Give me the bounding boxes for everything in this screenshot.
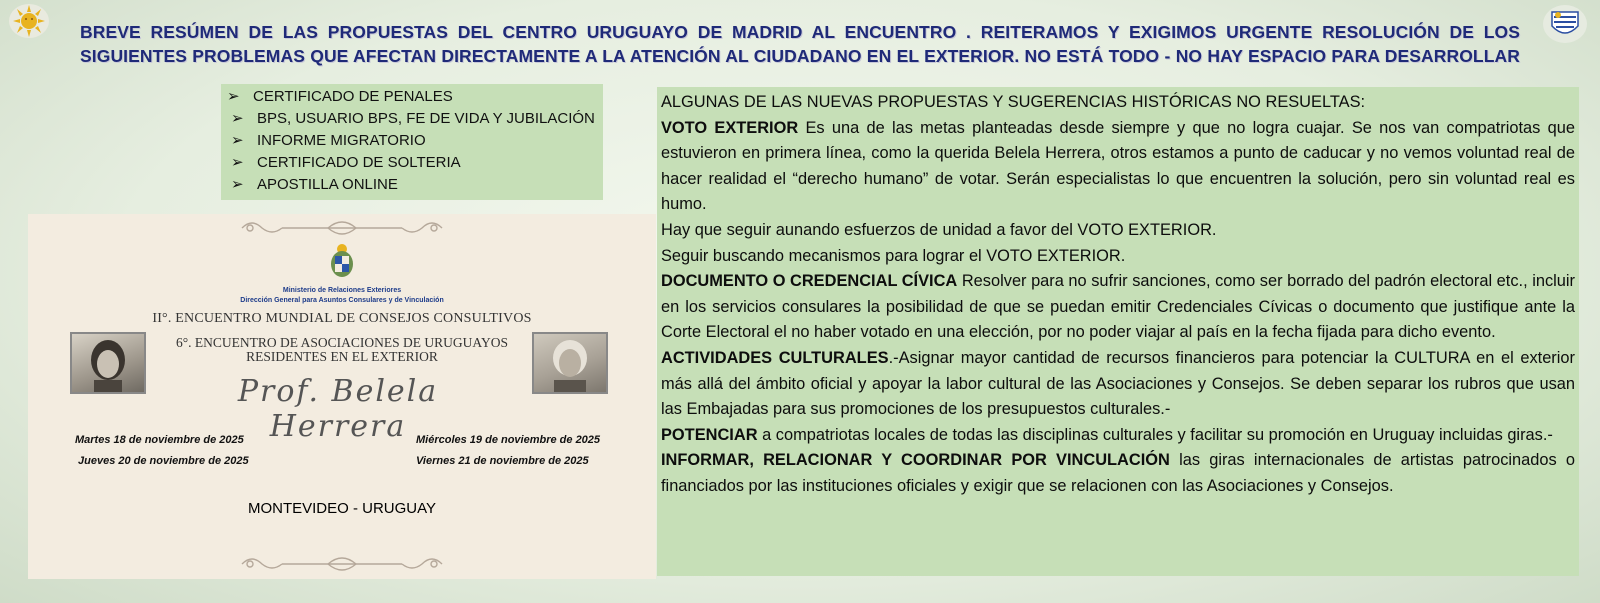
location-label: MONTEVIDEO - URUGUAY [247, 500, 437, 517]
encuentro-consejos-title: II°. ENCUENTRO MUNDIAL DE CONSEJOS CONSULTIVOS [152, 311, 532, 326]
uruguay-coat-of-arms-icon [327, 242, 357, 282]
arrow-bullet-icon: ➢ [231, 154, 244, 171]
proposal-mecanismos: Seguir buscando mecanismos para lograr el VOTO EXTERIOR. [661, 246, 1126, 265]
arrow-bullet-icon: ➢ [231, 176, 244, 193]
list-item: ➢ BPS, USUARIO BPS, FE DE VIDA Y JUBILACIÓN [227, 108, 603, 130]
page-title [80, 20, 1520, 68]
sun-of-may-icon [8, 2, 50, 40]
list-item: ➢ INFORME MIGRATORIO [227, 130, 603, 152]
proposal-documento: DOCUMENTO O CREDENCIAL CÍVICA Resolver para no sufrir sanciones, como ser borrado del padrón electoral etc., incluir en los servicios consulares la posibilidad de que se puedan emitir Credenciales Cívicas o documento que justifique ante la Corte Electoral el no haber votado en una elección, por no poder viajar al país en la fecha fijada para dicho evento. [661, 272, 1576, 342]
signature-prof-belela-herrera: Prof. Belela Herrera [237, 374, 439, 444]
proposals-intro: ALGUNAS DE LAS NUEVAS PROPUESTAS Y SUGERENCIAS HISTÓRICAS NO RESUELTAS: [661, 93, 1366, 111]
arrow-bullet-icon: ➢ [231, 110, 244, 127]
proposals-panel [657, 87, 1579, 576]
ornament-divider-icon [28, 216, 656, 240]
portrait-young-photo [70, 332, 146, 394]
arrow-bullet-icon: ➢ [231, 132, 244, 149]
list-item: ➢ CERTIFICADO DE SOLTERIA [227, 152, 603, 174]
dates-left: Martes 18 de noviembre de 2025 Jueves 20 de noviembre de 2025 [75, 434, 249, 467]
consejo-consultivo-shield-icon [1542, 4, 1588, 44]
proposal-actividades: ACTIVIDADES CULTURALES.-Asignar mayor cantidad de recursos financieros para potenciar la CULTURA en el exterior más allá del ámbito oficial y apoyar la labor cultural de las Asociaciones y Consejos. Se deben separar los rubros que usan las Embajadas para sus promociones de los presupuestos culturales.- [661, 348, 1575, 419]
proposal-voto-exterior: VOTO EXTERIOR Es una de las metas planteadas desde siempre y que no logra cuajar. Se nos van compatriotas que estuvieron en primera línea, como la querida Belela Herrera, otros estamos a punto de caducar y no vemos voluntad real de hacer realidad el “derecho humano” de votar. Serán especialistas lo que encuentren la solución, pero sin voluntad real es humo. [661, 118, 1575, 214]
ornament-divider-icon [28, 552, 656, 576]
proposal-potenciar: POTENCIAR a compatriotas locales de todas las disciplinas culturales y facilitar su promoción en Uruguay incluidas giras.- [661, 425, 1553, 444]
title-line-2: SIGUIENTES PROBLEMAS QUE AFECTAN DIRECTAMENTE A LA ATENCIÓN AL CIUDADANO EN EL EXTERIOR. NO ESTÁ TODO - NO HAY ESPACIO PARA DESARROLLAR [80, 46, 1520, 66]
list-item: ➢ APOSTILLA ONLINE [227, 174, 603, 196]
direccion-label: Dirección General para Asuntos Consulares y de Vinculación [240, 297, 444, 304]
event-invitation [28, 214, 656, 579]
encuentro-asociaciones-title: 6°. ENCUENTRO DE ASOCIACIONES DE URUGUAYOS RESIDENTES EN EL EXTERIOR [176, 335, 508, 364]
arrow-bullet-icon: ➢ [227, 88, 240, 105]
proposal-informar: INFORMAR, RELACIONAR Y COORDINAR POR VINCULACIÓN las giras internacionales de artistas patrocinados o financiados por las instituciones oficiales y exigir que se relacionen con las Asociaciones y Consejos. [661, 451, 1575, 495]
portrait-elder-photo [532, 332, 608, 394]
procedures-list [221, 84, 603, 200]
proposal-unidad: Hay que seguir aunando esfuerzos de unidad a favor del VOTO EXTERIOR. [661, 220, 1217, 239]
dates-right: Miércoles 19 de noviembre de 2025 Viernes 21 de noviembre de 2025 [416, 434, 601, 467]
ministry-label: Ministerio de Relaciones Exteriores [282, 287, 402, 294]
list-item: ➢ CERTIFICADO DE PENALES [227, 86, 603, 108]
title-line-1: BREVE RESÚMEN DE LAS PROPUESTAS DEL CENTRO URUGUAYO DE MADRID AL ENCUENTRO . REITERAMOS Y EXIGIMOS URGENTE RESOLUCIÓN DE LOS [80, 22, 1520, 42]
